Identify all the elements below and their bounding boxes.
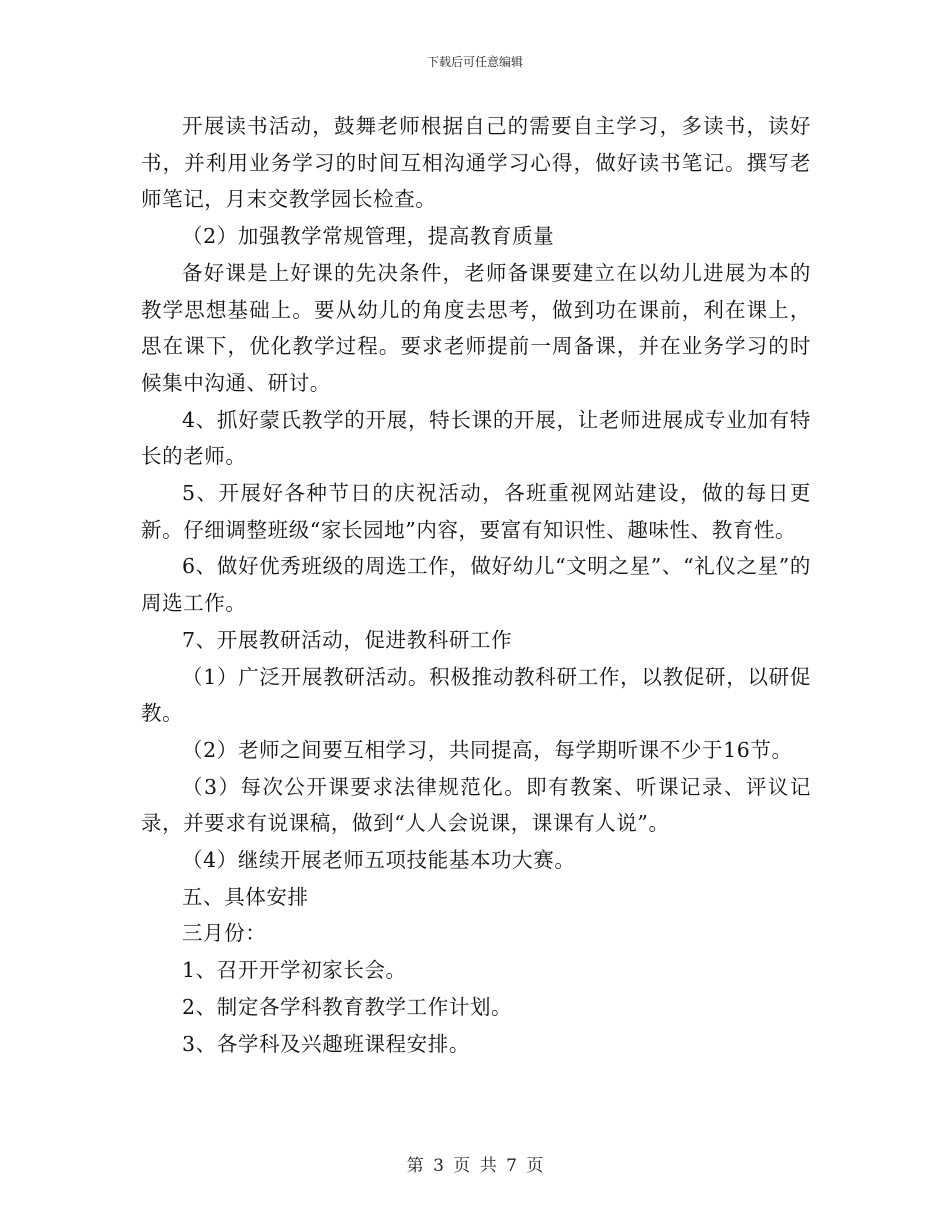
list-item-1: 1、召开开学初家长会。 bbox=[182, 958, 407, 983]
paragraph-lesson-preparation: 备好课是上好课的先决条件，老师备课要建立在以幼儿进展为本的教学思想基础上。要从幼儿的角度去思考，做到功在课前，利在课上，思在课下，优化教学过程。要求老师提前一周备课，并在业务学习的时候集中沟通、研讨。 bbox=[141, 260, 811, 395]
paragraph-research-2: （2）老师之间要互相学习，共同提高，每学期听课不少于16节。 bbox=[182, 737, 793, 762]
page-footer: 第 3 页 共 7 页 bbox=[406, 1156, 544, 1176]
document-body bbox=[141, 108, 811, 1062]
paragraph-research-3: （3）每次公开课要求法律规范化。即有教案、听课记录、评议记录，并要求有说课稿，做到“人人会说课，课课有人说”。 bbox=[141, 774, 811, 836]
list-item-2: 2、制定各学科教育教学工作计划。 bbox=[182, 994, 513, 1019]
paragraph-teaching-routine-heading: （2）加强教学常规管理，提高教育质量 bbox=[182, 224, 555, 249]
list-item-3: 3、各学科及兴趣班课程安排。 bbox=[182, 1031, 470, 1056]
page-header: 下载后可任意编辑 bbox=[426, 55, 523, 69]
paragraph-research-1: （1）广泛开展教研活动。积极推动教科研工作，以教促研，以研促教。 bbox=[141, 664, 811, 726]
paragraph-research-4: （4）继续开展老师五项技能基本功大赛。 bbox=[182, 848, 576, 873]
paragraph-festival-activities: 5、开展好各种节日的庆祝活动，各班重视网站建设，做的每日更新。仔细调整班级“家长园地”内容，要富有知识性、趣味性、教育性。 bbox=[141, 481, 811, 542]
paragraph-research-heading: 7、开展教研活动，促进教科研工作 bbox=[182, 627, 513, 652]
paragraph-march: 三月份： bbox=[182, 921, 267, 946]
section-heading-schedule: 五、具体安排 bbox=[182, 884, 309, 909]
paragraph-reading-activity: 开展读书活动，鼓舞老师根据自己的需要自主学习，多读书，读好书，并利用业务学习的时间互相沟通学习心得，做好读书笔记。撰写老师笔记，月末交教学园长检查。 bbox=[141, 114, 811, 212]
paragraph-montessori: 4、抓好蒙氏教学的开展，特长课的开展，让老师进展成专业加有特长的老师。 bbox=[141, 407, 811, 469]
paragraph-weekly-selection: 6、做好优秀班级的周选工作，做好幼儿“文明之星”、“礼仪之星”的周选工作。 bbox=[141, 554, 811, 616]
